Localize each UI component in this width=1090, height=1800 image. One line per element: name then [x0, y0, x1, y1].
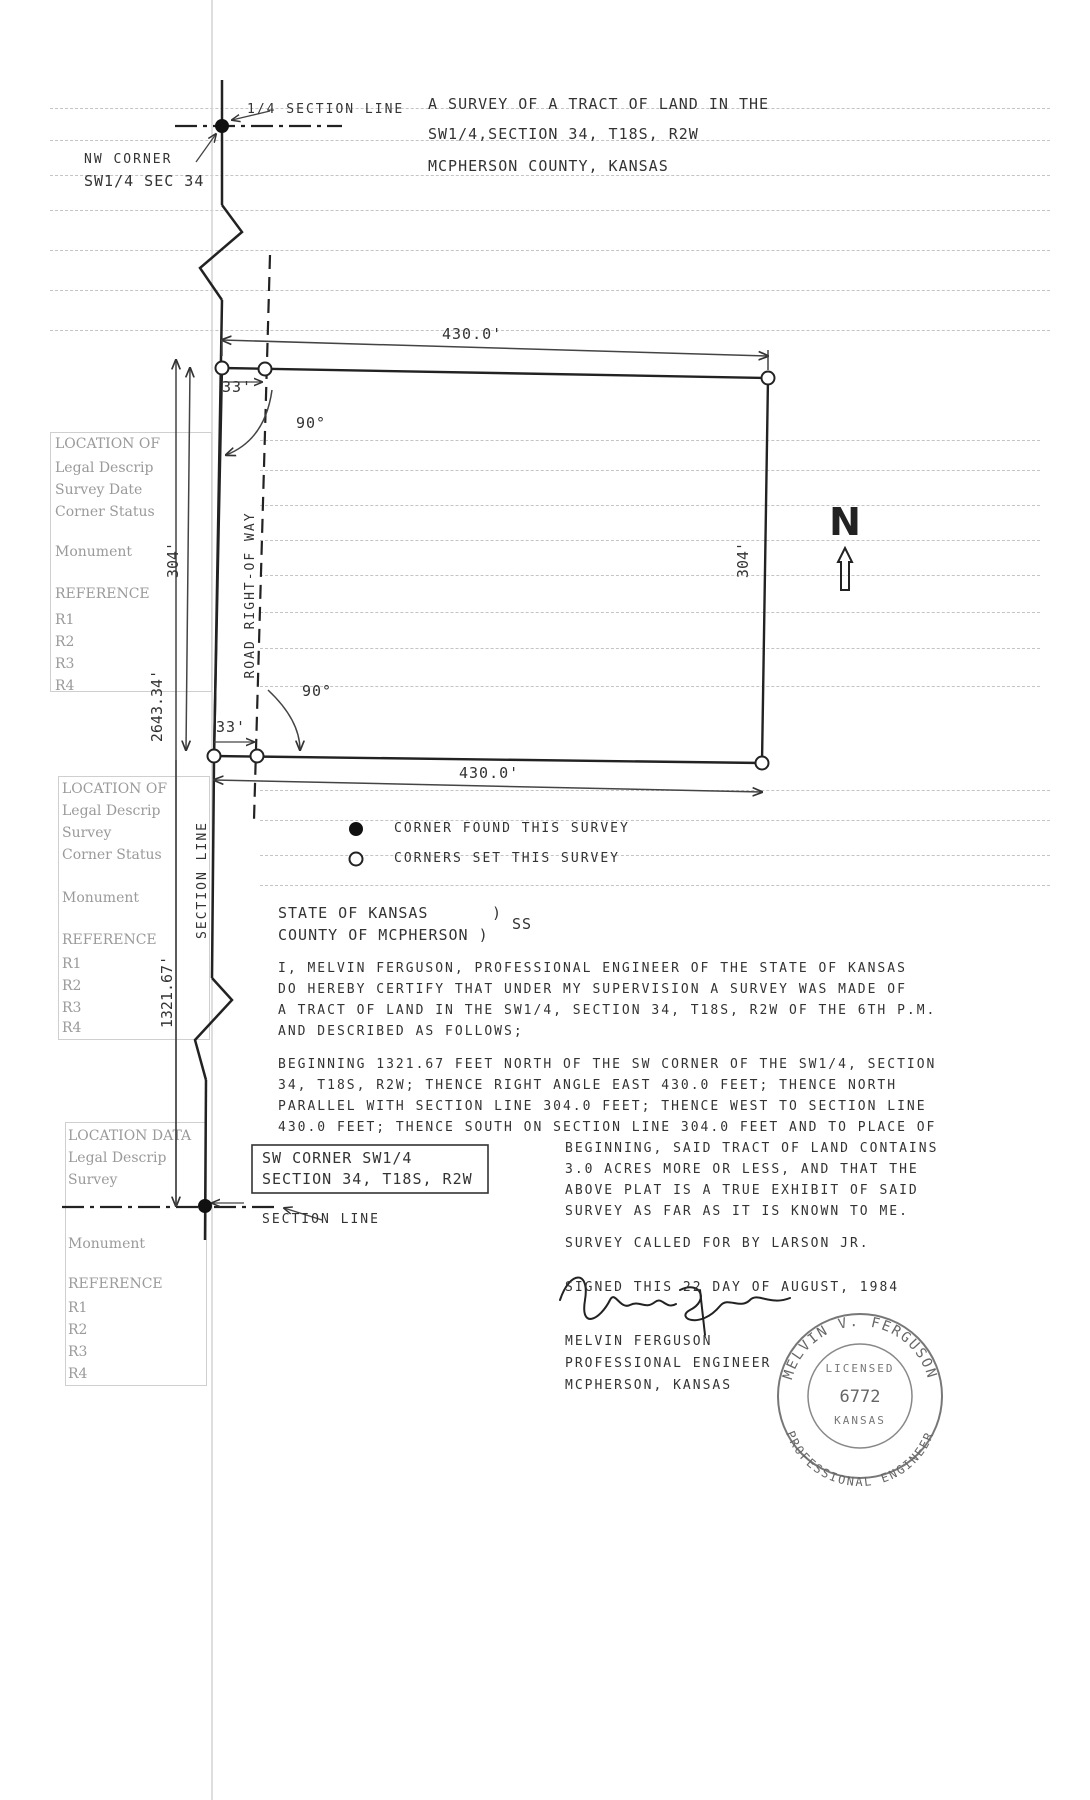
seal-name: MELVIN V. FERGUSON: [780, 1313, 940, 1382]
faded-label: REFERENCE: [68, 1276, 163, 1292]
cert-ss: SS: [512, 915, 533, 933]
faded-label: R2: [55, 634, 75, 650]
cert-text-line: BEGINNING, SAID TRACT OF LAND CONTAINS: [565, 1141, 939, 1156]
title-line-2: SW1/4,SECTION 34, T18S, R2W: [428, 125, 699, 143]
faded-label: R3: [62, 1000, 82, 1016]
faded-label: Monument: [55, 544, 132, 560]
faded-label: Survey: [62, 825, 112, 841]
north-arrow-icon: [838, 548, 852, 590]
cert-text-line: SURVEY AS FAR AS IT IS KNOWN TO ME.: [565, 1204, 909, 1219]
north-label: N: [829, 500, 861, 544]
faded-label: Monument: [62, 890, 139, 906]
sw-corner-sec-label: SECTION 34, T18S, R2W: [262, 1170, 473, 1188]
row-width-bottom-label: 33': [216, 718, 247, 736]
faded-label: Legal Descrip: [55, 460, 154, 476]
faded-label: R3: [68, 1344, 88, 1360]
faded-label: Corner Status: [55, 504, 155, 520]
faded-label: R2: [62, 978, 82, 994]
cert-paren: ): [492, 904, 503, 922]
cert-engineer-name: MELVIN FERGUSON: [565, 1334, 713, 1349]
nw-corner-sec-label: SW1/4 SEC 34: [84, 172, 205, 190]
corner-found-nw: [215, 119, 229, 133]
title-line-3: MCPHERSON COUNTY, KANSAS: [428, 157, 669, 175]
corner-set: [762, 372, 775, 385]
cert-county: COUNTY OF MCPHERSON ): [278, 926, 489, 944]
faded-label: Legal Descrip: [68, 1150, 167, 1166]
faded-label: LOCATION DATA: [68, 1128, 192, 1144]
corner-found-sw: [198, 1199, 212, 1213]
seal-profession: PROFESSIONAL ENGINEER: [783, 1428, 937, 1489]
section-line: [195, 80, 242, 1240]
cert-text-line: DO HEREBY CERTIFY THAT UNDER MY SUPERVISION A SURVEY WAS MADE OF: [278, 982, 907, 997]
road-row-label: ROAD RIGHT-OF WAY: [243, 511, 258, 679]
leader-arrow-nw-corner: [196, 134, 216, 162]
faded-label: R4: [55, 678, 75, 694]
faded-label: Survey: [68, 1172, 118, 1188]
legend-set-symbol: [350, 853, 363, 866]
faded-label: Legal Descrip: [62, 803, 161, 819]
faded-label: LOCATION OF: [62, 781, 168, 797]
legend-found-symbol: [349, 822, 363, 836]
faded-label: Monument: [68, 1236, 145, 1252]
bottom-dimension-label: 430.0': [459, 764, 520, 782]
faded-label: LOCATION OF: [55, 436, 161, 452]
seal-number: 6772: [839, 1387, 881, 1407]
cert-text-line: A TRACT OF LAND IN THE SW1/4, SECTION 34, T18S, R2W OF THE 6TH P.M.: [278, 1003, 937, 1018]
top-dimension-label: 430.0': [442, 325, 503, 343]
cert-text-line: BEGINNING 1321.67 FEET NORTH OF THE SW CORNER OF THE SW1/4, SECTION: [278, 1057, 937, 1072]
faded-label: R4: [62, 1020, 82, 1036]
legend-found-label: CORNER FOUND THIS SURVEY: [394, 821, 630, 836]
cert-paragraph-2-cont: [565, 1138, 938, 1222]
sw-corner-label: SW CORNER SW1/4: [262, 1149, 413, 1167]
corner-set: [251, 750, 264, 763]
section-line-vertical-label: SECTION LINE: [195, 821, 210, 939]
faded-label: Survey Date: [55, 482, 143, 498]
title-line-1: A SURVEY OF A TRACT OF LAND IN THE: [428, 95, 770, 113]
cert-text-line: AND DESCRIBED AS FOLLOWS;: [278, 1024, 524, 1039]
distance-1321-label: 1321.67': [158, 955, 176, 1029]
distance-2643-label: 2643.34': [148, 669, 166, 743]
corner-set: [756, 757, 769, 770]
angle-arc-bottom: [268, 690, 300, 750]
cert-engineer-city: MCPHERSON, KANSAS: [565, 1378, 733, 1393]
cert-paragraph-1: [278, 958, 936, 1042]
legend-set-label: CORNERS SET THIS SURVEY: [394, 851, 621, 866]
nw-corner-label: NW CORNER: [84, 152, 173, 167]
quarter-section-line-label: 1/4 SECTION LINE: [247, 102, 405, 117]
faded-label: R3: [55, 656, 75, 672]
corner-set: [216, 362, 229, 375]
seal-licensed: LICENSED: [825, 1362, 895, 1375]
row-width-top-label: 33': [222, 378, 253, 396]
cert-text-line: 430.0 FEET; THENCE SOUTH ON SECTION LINE 304.0 FEET AND TO PLACE OF: [278, 1120, 937, 1135]
east-dim-label: 304': [734, 541, 752, 579]
cert-state: STATE OF KANSAS: [278, 904, 429, 922]
cert-text-line: PARALLEL WITH SECTION LINE 304.0 FEET; THENCE WEST TO SECTION LINE: [278, 1099, 927, 1114]
corner-set: [259, 363, 272, 376]
cert-paragraph-2: [278, 1054, 936, 1138]
bottom-section-line-label: SECTION LINE: [262, 1212, 380, 1227]
angle-top-label: 90°: [296, 414, 327, 432]
corner-set: [208, 750, 221, 763]
cert-text-line: 3.0 ACRES MORE OR LESS, AND THAT THE: [565, 1162, 919, 1177]
west-dim-label: 304': [164, 541, 182, 579]
cert-text-line: ABOVE PLAT IS A TRUE EXHIBIT OF SAID: [565, 1183, 919, 1198]
faded-label: R2: [68, 1322, 88, 1338]
faded-label: R4: [68, 1366, 88, 1382]
faded-label: REFERENCE: [62, 932, 157, 948]
cert-text-line: 34, T18S, R2W; THENCE RIGHT ANGLE EAST 430.0 FEET; THENCE NORTH: [278, 1078, 898, 1093]
engineer-seal: [778, 1314, 942, 1489]
faded-label: REFERENCE: [55, 586, 150, 602]
faded-label: R1: [62, 956, 82, 972]
cert-signed-date: SIGNED THIS 22 DAY OF AUGUST, 1984: [565, 1280, 900, 1295]
cert-text-line: I, MELVIN FERGUSON, PROFESSIONAL ENGINEER OF THE STATE OF KANSAS: [278, 961, 907, 976]
cert-engineer-profession: PROFESSIONAL ENGINEER: [565, 1356, 772, 1371]
cert-called-for: SURVEY CALLED FOR BY LARSON JR.: [565, 1236, 870, 1251]
faded-label: R1: [55, 612, 75, 628]
seal-state: KANSAS: [834, 1414, 886, 1427]
faded-label: R1: [68, 1300, 88, 1316]
angle-bottom-label: 90°: [302, 682, 333, 700]
faded-label: Corner Status: [62, 847, 162, 863]
